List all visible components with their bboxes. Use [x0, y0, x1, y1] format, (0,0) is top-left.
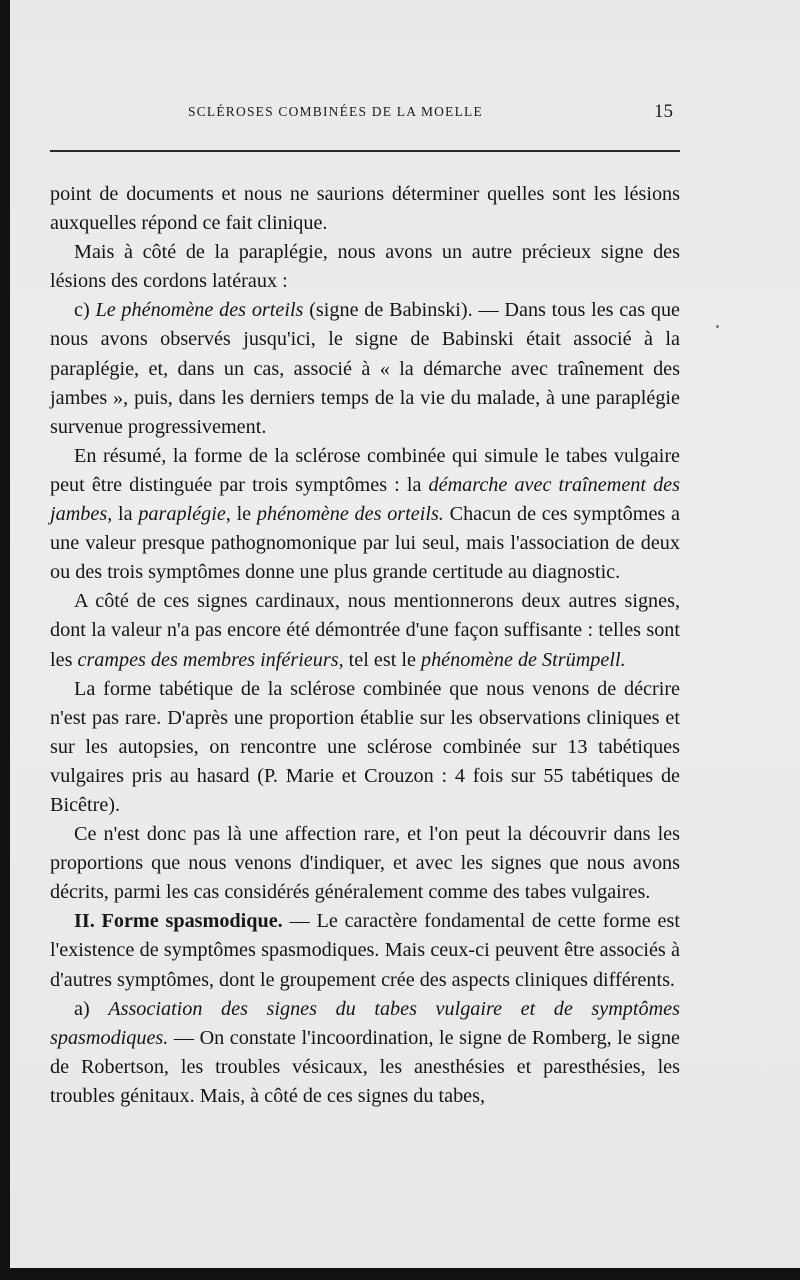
text-segment: , le [225, 503, 257, 526]
book-page [10, 0, 800, 1268]
text-segment: La forme tabétique de la sclérose combinée que nous venons de décrire n'est pas rare. D'après une proportion établie sur les observations cliniques et sur les autopsies, on rencontre une sclérose combinée sur 13 tabétiques vulgaires pris au hasard (P. Marie et Crouzon : 4 fois sur 55 tabétiques de Bicêtre). [50, 677, 680, 816]
text-segment: En résumé, la forme de la sclérose combinée qui simule le tabes vulgaire peut être distinguée par trois symptômes : la [50, 444, 680, 496]
text-segment: phénomène des orteils. [256, 503, 444, 526]
page-header [10, 101, 800, 130]
paragraph [50, 296, 680, 441]
paragraph [50, 442, 680, 587]
running-title: SCLÉROSES COMBINÉES DE LA MOELLE [188, 104, 483, 119]
text-segment: Mais à côté de la paraplégie, nous avons un autre précieux signe des lésions des cordons latéraux : [50, 241, 680, 293]
text-segment: point de documents et nous ne saurions déterminer quelles sont les lésions auxquelles répond ce fait clinique. [50, 183, 680, 235]
paragraph [50, 907, 680, 994]
paragraph [50, 180, 680, 238]
text-segment: — Le caractère fondamental de cette forme est l'existence de symptômes spasmodiques. Mais ceux-ci peuvent être associés à d'autres symptômes, dont le groupement crée des aspects cliniques différents. [50, 910, 680, 991]
text-segment: a) [74, 997, 109, 1020]
paragraph [50, 587, 680, 674]
header-rule [50, 150, 680, 152]
page-number: 15 [654, 101, 673, 122]
text-segment: phénomène de Strümpell. [420, 648, 626, 671]
text-segment: II. Forme spasmodique. [74, 910, 283, 933]
text-segment: Le phénomène des orteils [95, 299, 304, 322]
text-segment: (signe de Babinski). — Dans tous les cas que nous avons observés jusqu'ici, le signe de Babinski était associé à la paraplégie, et, dans un cas, associé à « la démarche avec traînement des jambes », puis, dans les derniers temps de la vie du malade, à une paraplégie survenue progressivement. [50, 299, 681, 438]
text-segment: Ce n'est donc pas là une affection rare, et l'on peut la découvrir dans les proportions que nous venons d'indiquer, et avec les signes que nous avons décrits, parmi les cas considérés généralement comme des tabes vulgaires. [50, 823, 680, 904]
text-segment: , la [107, 503, 139, 526]
scan-speck [716, 325, 719, 328]
paragraph [50, 238, 680, 296]
text-segment: Association des signes du tabes vulgaire et de symptômes spasmodiques. [50, 997, 680, 1049]
body-text [50, 180, 680, 1111]
paragraph [50, 995, 680, 1111]
paragraph [50, 820, 680, 907]
text-segment: démarche avec traînement des jambes [50, 473, 680, 526]
text-segment: — On constate l'incoordination, le signe de Romberg, le signe de Robertson, les troubles vésicaux, les anesthésies et paresthésies, les troubles génitaux. Mais, à côté de ces signes du tabes, [50, 1026, 680, 1107]
text-segment: , tel est le [338, 648, 421, 671]
text-segment: c) [74, 299, 96, 322]
text-segment: Chacun de ces symptômes a une valeur presque pathognomonique par lui seul, mais l'association de deux ou des trois symptômes donne une plus grande certitude au diagnostic. [50, 503, 680, 584]
text-segment: paraplégie [138, 503, 226, 526]
paragraph [50, 675, 680, 820]
text-segment: crampes des membres inférieurs [77, 648, 339, 671]
text-segment: A côté de ces signes cardinaux, nous mentionnerons deux autres signes, dont la valeur n'a pas encore été démontrée d'une façon suffisante : telles sont les [50, 590, 680, 671]
